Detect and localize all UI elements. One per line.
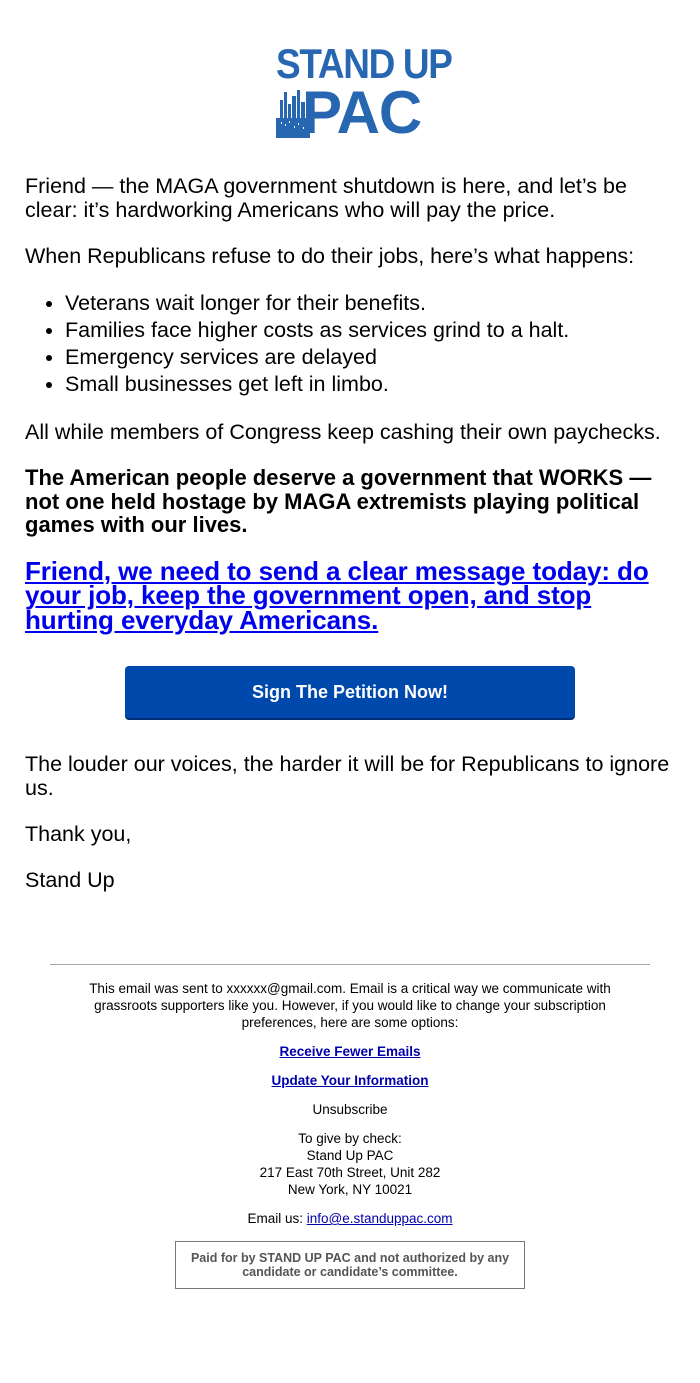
- paid-for-disclaimer: Paid for by STAND UP PAC and not authorized by any candidate or candidate’s committee.: [175, 1241, 525, 1289]
- footer-item: [50, 1043, 650, 1060]
- list-item: • Veterans wait longer for their benefits.: [65, 290, 675, 317]
- lead-paragraph: When Republicans refuse to do their jobs, here’s what happens:: [25, 244, 635, 268]
- louder-paragraph: The louder our voices, the harder it will be for Republicans to ignore us.: [25, 752, 670, 800]
- list-item: • Small businesses get left in limbo.: [65, 371, 675, 398]
- signature: Stand Up: [25, 868, 115, 892]
- congress-paragraph: All while members of Congress keep cashing their own paychecks.: [25, 420, 661, 444]
- sign-petition-button[interactable]: Sign The Petition Now!: [125, 666, 575, 718]
- email-us-line: [50, 1210, 650, 1227]
- email-body: [25, 174, 675, 914]
- petition-cta-link[interactable]: Friend, we need to send a clear message today: do your job, keep the government open, and stop hurting everyday Americans.: [25, 555, 649, 635]
- intro-paragraph: Friend — the MAGA government shutdown is here, and let’s be clear: it’s hardworking Americans who will pay the price.: [25, 174, 627, 222]
- list-item: • Families face higher costs as services grind to a halt.: [65, 317, 675, 344]
- check-city: New York, NY 10021: [287, 1182, 413, 1197]
- check-address-block: [50, 1130, 650, 1198]
- check-label: To give by check:: [298, 1131, 402, 1146]
- list-item: • Emergency services are delayed: [65, 344, 675, 371]
- footer-item: [50, 1072, 650, 1089]
- bold-statement: The American people deserve a government that WORKS — not one held hostage by MAGA extremists playing political games with our lives.: [25, 465, 652, 537]
- check-street: 217 East 70th Street, Unit 282: [259, 1165, 441, 1180]
- consequences-list: [25, 290, 675, 398]
- logo-line-stand-up: STAND UP: [276, 40, 452, 87]
- footer-intro: This email was sent to xxxxxx@gmail.com. Email is a critical way we communicate with grassroots supporters like you. However, if you would like to change your subscription preferences, here are some options:: [89, 981, 611, 1030]
- footer-divider: [50, 964, 650, 965]
- contact-email-link[interactable]: info@e.standuppac.com: [306, 1211, 453, 1226]
- thanks-line: Thank you,: [25, 822, 132, 846]
- email-us-label: Email us:: [247, 1211, 303, 1226]
- unsubscribe-text[interactable]: Unsubscribe: [312, 1102, 388, 1117]
- stand-up-pac-logo: [276, 40, 452, 146]
- update-information-link[interactable]: Update Your Information: [271, 1073, 429, 1088]
- petition-button-wrap: [25, 666, 675, 718]
- logo-line-pac: PAC: [302, 79, 422, 146]
- receive-fewer-emails-link[interactable]: Receive Fewer Emails: [279, 1044, 421, 1059]
- email-footer: [50, 980, 650, 1289]
- check-name: Stand Up PAC: [306, 1148, 394, 1163]
